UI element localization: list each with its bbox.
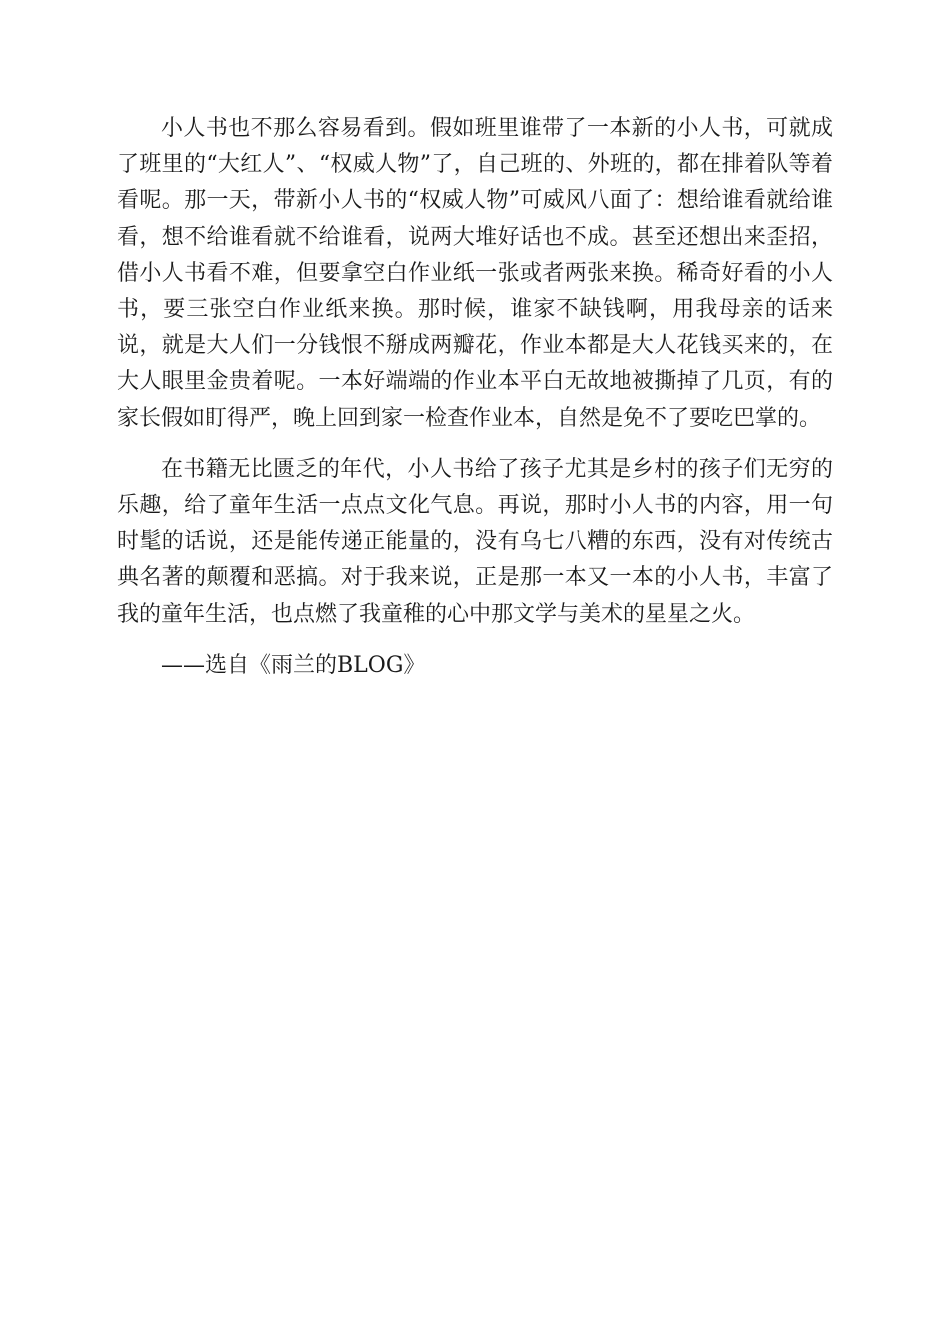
paragraph-2: 在书籍无比匮乏的年代，小人书给了孩子尤其是乡村的孩子们无穷的乐趣，给了童年生活一点点文化气息。再说，那时小人书的内容，用一句时髦的话说，还是能传递正能量的，没有乌七八糟的东西，没有对传统古典名著的颠覆和恶搞。对于我来说，正是那一本又一本的小人书，丰富了我的童年生活，也点燃了我童稚的心中那文学与美术的星星之火。 [117,456,833,627]
source-attribution: ——选自《雨兰的BLOG》 [161,652,426,678]
article-body [117,111,833,699]
paragraph-1: 小人书也不那么容易看到。假如班里谁带了一本新的小人书，可就成了班里的“大红人”、“权威人物”了，自己班的、外班的，都在排着队等着看呢。那一天，带新小人书的“权威人物”可威风八面了：想给谁看就给谁看，想不给谁看就不给谁看，说两大堆好话也不成。甚至还想出来歪招，借小人书看不难，但要拿空白作业纸一张或者两张来换。稀奇好看的小人书，要三张空白作业纸来换。那时候，谁家不缺钱啊，用我母亲的话来说，就是大人们一分钱恨不掰成两瓣花，作业本都是大人花钱买来的，在大人眼里金贵着呢。一本好端端的作业本平白无故地被撕掉了几页，有的家长假如盯得严，晚上回到家一检查作业本，自然是免不了要吃巴掌的。 [117,116,833,431]
